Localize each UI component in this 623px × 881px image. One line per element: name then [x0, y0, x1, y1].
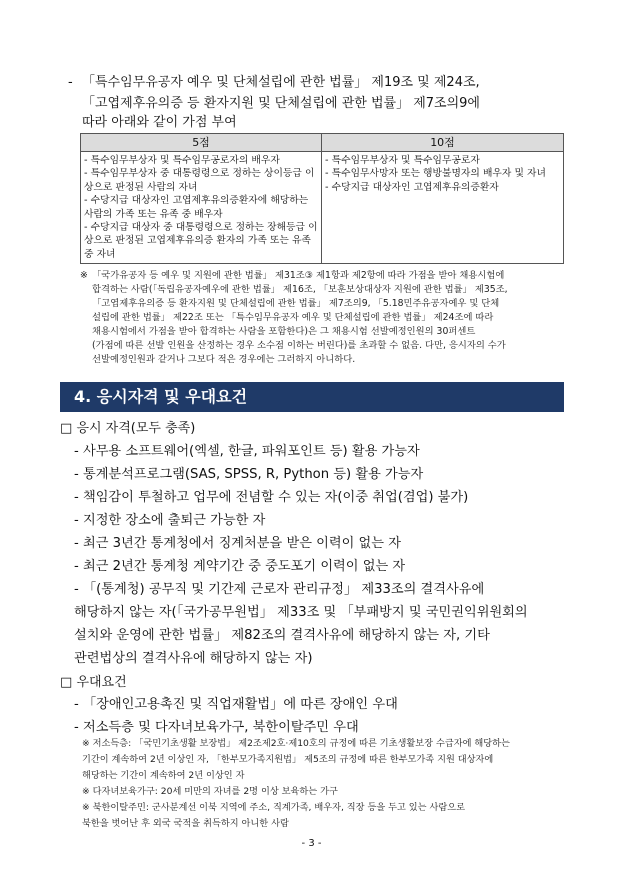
note-line: 설립에 관한 법률」 제22조 또는 「특수임무유공자 예우 및 단체설립에 관한 법률」 제24조에 따라	[92, 312, 494, 323]
note-row	[80, 269, 568, 367]
note-line: 합격하는 사람(「독립유공자예우에 관한 법률」 제16조, 「보훈보상대상자 지원에 관한 법률」 제35조,	[92, 284, 508, 295]
intro-dash: -	[68, 75, 73, 90]
list-item: - 지정한 장소에 출퇴근 가능한 자	[74, 513, 266, 528]
note-text	[92, 269, 508, 367]
note-mark: ※	[80, 270, 88, 281]
list-item: - 수당지급 대상자인 고엽제후유의증환자	[325, 181, 499, 193]
note-line: ※ 다자녀보육가구: 20세 미만의 자녀를 2명 이상 보육하는 가구	[82, 786, 338, 797]
table-note	[80, 269, 568, 367]
note-line: 선발예정인원과 같거나 그보다 적은 경우에는 그러하지 아니하다.	[92, 354, 356, 365]
list-item: - 수당지급 대상자 중 대통령령으로 정하는 장해등급 이상으로 판정된 고엽제후유의증 환자의 가족 또는 유족 중 자녀	[84, 222, 318, 260]
note-line: ※ 북한이탈주민: 군사분계선 이북 지역에 주소, 직계가족, 배우자, 직장 등을 두고 있는 사람으로	[82, 802, 465, 813]
list-item: - 특수임무부상자 및 특수임무공로자	[325, 155, 480, 166]
note-line: (가점에 따른 선발 인원을 산정하는 경우 소수점 이하는 버린다)를 초과할 수 없음. 다만, 응시자의 수가	[92, 340, 506, 351]
note-line: 「국가유공자 등 예우 및 지원에 관한 법률」 제31조③ 제1항과 제2항에 따라 가점을 받아 채용시험에	[92, 270, 505, 281]
list-item-cont: 관련법상의 결격사유에 해당하지 않는 자)	[74, 651, 313, 666]
list-item: - 특수임무사망자 또는 행방불명자의 배우자 및 자녀	[325, 168, 546, 180]
list-item: - 최근 2년간 통계청 계약기간 중 중도포기 이력이 없는 자	[74, 559, 406, 574]
list-item: - 특수임무부상자 중 대통령령으로 정하는 상이등급 이상으로 판정된 사람의 자녀	[84, 168, 315, 193]
list-item-cont: 해당하지 않는 자(「국가공무원법」 제33조 및 「부패방지 및 국민권익위원회의	[74, 605, 528, 620]
intro-line-1	[68, 72, 480, 93]
table-cell-10	[322, 152, 564, 264]
list-item: - 사무용 소프트웨어(엑셀, 한글, 파워포인트 등) 활용 가능자	[74, 444, 420, 459]
list-item: - 「장애인고용촉진 및 직업재활법」에 따른 장애인 우대	[74, 697, 398, 712]
note-line: 해당하는 기간이 계속하여 2년 이상인 자	[82, 770, 245, 781]
intro-text-1: 「특수임무유공자 예우 및 단체설립에 관한 법률」 제19조 및 제24조,	[82, 75, 480, 90]
preference-heading-text: 우대요건	[76, 675, 127, 690]
intro-line-2: 「고엽제후유의증 등 환자지원 및 단체설립에 관한 법률」 제7조의9에	[82, 96, 480, 111]
list-item: - 저소득층 및 다자녀보육가구, 북한이탈주민 우대	[74, 720, 359, 735]
eligibility-heading	[60, 417, 195, 436]
note-line: 채용시험에서 가점을 받아 합격하는 사람을 포함한다)은 그 채용시험 선발예정인원의 30퍼센트	[92, 326, 476, 337]
bonus-points-table	[80, 133, 564, 264]
eligibility-heading-text: 응시 자격(모두 충족)	[76, 421, 196, 436]
list-item-cont: 설치와 운영에 관한 법률」 제82조의 결격사유에 해당하지 않는 자, 기타	[74, 628, 490, 643]
note-line: ※ 저소득층: 「국민기초생활 보장법」 제2조제2호·제10호의 규정에 따른 기초생활보장 수급자에 해당하는	[82, 738, 510, 749]
list-item: - 책임감이 투철하고 업무에 전념할 수 있는 자(이중 취업(겸업) 불가)	[74, 490, 469, 505]
page-number: - 3 -	[301, 838, 322, 849]
table-cell-5	[81, 152, 322, 264]
section-title: 4. 응시자격 및 우대요건	[60, 382, 564, 412]
table-header-5: 5점	[81, 134, 322, 152]
checkbox-icon: □	[60, 421, 73, 436]
list-item: - 수당지급 대상자인 고엽제후유의증환자에 해당하는 사람의 가족 또는 유족 중 배우자	[84, 195, 309, 220]
note-line: 기간이 계속하여 2년 이상인 자, 「한부모가족지원법」 제5조의 규정에 따른 한부모가족 지원 대상자에	[82, 754, 494, 765]
intro-line-3: 따라 아래와 같이 가점 부여	[82, 115, 237, 130]
checkbox-icon: □	[60, 675, 73, 690]
note-line: 북한을 벗어난 후 외국 국적을 취득하지 아니한 사람	[82, 818, 289, 829]
note-line: 「고엽제후유의증 등 환자지원 및 단체설립에 관한 법률」 제7조의9, 「5.18민주유공자예우 및 단체	[92, 298, 500, 309]
list-item: - 「(통계청) 공무직 및 기간제 근로자 관리규정」 제33조의 결격사유에	[74, 582, 485, 597]
list-item: - 통계분석프로그램(SAS, SPSS, R, Python 등) 활용 가능자	[74, 467, 424, 482]
preference-heading	[60, 671, 127, 690]
list-item: - 최근 3년간 통계청에서 징계처분을 받은 이력이 없는 자	[74, 536, 401, 551]
table-header-10: 10점	[322, 134, 564, 152]
list-item: - 특수임무부상자 및 특수임무공로자의 배우자	[84, 155, 280, 166]
